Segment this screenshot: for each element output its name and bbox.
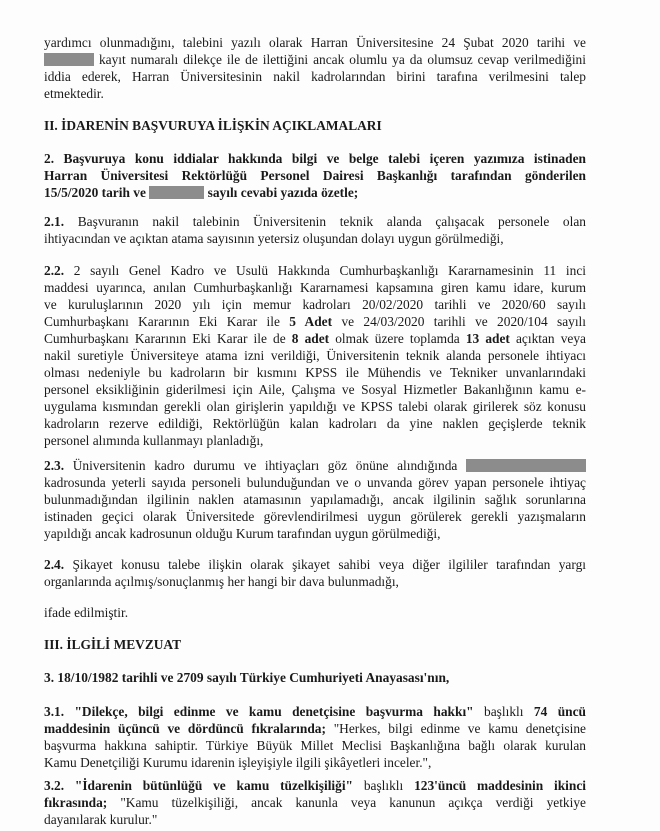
p31-line-1 [44, 703, 586, 720]
p22-line-4 [44, 313, 586, 330]
p23-line-2: kadrosunda yeterli sayıda personeli bulunduğundan ve o unvanda görev yapan personele ihtiyaç [44, 475, 586, 490]
p22-line-10: kadroların rezerve edildiği, Rektörlüğün kalan kadroları da yine naklen geçişlerde teknik [44, 416, 586, 431]
p23-line-5: yapıldığı ancak kadrosunun olduğu Kurum tarafından uygun görülmediği, [44, 526, 441, 541]
paragraph-2 [44, 150, 586, 201]
p22-l4-a: Cumhurbaşkanı Kararının Eki Karar ile [44, 314, 280, 329]
p22-line-1-text: 2 sayılı Genel Kadro ve Usulü Hakkında Cumhurbaşkanlığı Kararnamesinin 11 inci [73, 263, 586, 278]
p24-line-2: organlarında açılmış/sonuçlanmış her hangi bir dava bulunmadığı, [44, 574, 399, 589]
p22-line-6: nakil suretiyle Üniversiteye atama izni verildiği, Üniversitenin teknik alanda personele ihtiyacı [44, 348, 586, 363]
p22-line-9: uygulama kısmından gerekli olan girişlerin yapıldığı ve KPSS talebi olarak girilerek söz konusu [44, 399, 586, 414]
p23-line-4: istinaden geçici olarak Üniversitede görevlendirilmesi uygun görülerek gerekli yazışmaların [44, 509, 586, 524]
p2-date-text: 15/5/2020 tarih ve [44, 185, 146, 200]
p24-line-1-text: Şikayet konusu talebe ilişkin olarak şikayet sahibi veya diğer ilgililer tarafından yargı [72, 557, 586, 572]
p23-line-3: bulunmadığından ilgilinin naklen atamasının yapılamadığı, ancak ilgilinin sağlık sorunlarına [44, 492, 586, 507]
p23-line-1 [44, 457, 586, 474]
section-2-heading: II. İDARENİN BAŞVURUYA İLİŞKİN AÇIKLAMALARI [44, 118, 382, 133]
p22-l4-c: ve 24/03/2020 tarihli ve 2020/104 sayılı [341, 314, 586, 329]
paragraph-3-1 [44, 703, 586, 771]
p21-line-1 [44, 213, 586, 230]
p22-line-8: personel eksikliğinin giderilmesi için Aile, Çalışma ve Sosyal Hizmetler Bakanlığının kamu e- [44, 382, 586, 397]
p31-line-4: Kamu Denetçiliği Kurumu idarenin işleyişiyle ilgili şikâyetleri inceler.", [44, 755, 432, 770]
intro-line-3: iddia ederek, Harran Üniversitesinin nakil kadrolarından birini tarafına verilmesini talep [44, 69, 586, 84]
redaction-box [44, 53, 94, 66]
p22-l5-bold-2: 13 adet [465, 331, 510, 346]
p23-line-1-text: Üniversitenin kadro durumu ve ihtiyaçları göz önüne alındığında [72, 458, 458, 473]
intro-line-1: yardımcı olunmadığını, talebini yazılı olarak Harran Üniversitesine 24 Şubat 2020 tarihi ve [44, 35, 586, 50]
p22-line-1 [44, 262, 586, 279]
redaction-box [149, 186, 204, 199]
p22-line-11: personel alımında kullanmayı planladığı, [44, 433, 264, 448]
p24-number: 2.4. [44, 557, 65, 572]
p31-l2-text: "Herkes, bilgi edinme ve kamu denetçisine [333, 721, 586, 736]
paragraph-3: 3. 18/10/1982 tarihli ve 2709 sayılı Türkiye Cumhuriyeti Anayasası'nın, [44, 670, 450, 685]
redaction-box [466, 459, 586, 472]
p32-l2-text: "Kamu tüzelkişiliği, ancak kanunla veya kanunun açıkça verdiği yetkiye [120, 795, 586, 810]
p24-line-1 [44, 556, 586, 573]
p22-number: 2.2. [44, 263, 65, 278]
p31-l1-mid: başlıklı [484, 704, 524, 719]
paragraph-2-4 [44, 556, 586, 590]
p21-line-1-text: Başvuranın nakil talebinin Üniversitenin teknik alanda çalışacak personele olan [77, 214, 586, 229]
p21-line-2: ihtiyacından ve açıktan atama sayısının yetersiz oluşundan dolayı uygun görülmediği, [44, 231, 504, 246]
paragraph-2-3 [44, 457, 586, 542]
paragraph-2-2 [44, 262, 586, 449]
p31-line-2 [44, 720, 586, 737]
p31-line-3: başvurma hakkına sahiptir. Türkiye Büyük Millet Meclisi Başkanlığına bağlı olarak kurulan [44, 738, 586, 753]
section-3-heading: III. İLGİLİ MEVZUAT [44, 637, 182, 652]
p32-l1-mid: başlıklı [363, 778, 404, 793]
p32-line-3: dayanılarak kurulur." [44, 812, 158, 827]
p31-l1-article: 74 üncü [533, 704, 586, 719]
p32-l2-bold: fıkrasında; [44, 795, 108, 810]
intro-line-2 [44, 51, 586, 68]
p22-l5-c: olmak üzere toplamda [335, 331, 460, 346]
p22-l5-bold-1: 8 adet [291, 331, 330, 346]
p2-line-3 [44, 184, 586, 201]
p2-line-3-tail: sayılı cevabi yazıda özetle; [207, 185, 359, 200]
p22-line-3: ve kuruluşlarının 2020 yılı için memur kadroları 20/02/2020 tarihli ve 2020/60 sayılı [44, 297, 586, 312]
p2-line-2: Harran Üniversitesi Rektörlüğü Personel Dairesi Başkanlığı tarafından gönderilen [44, 168, 586, 183]
p23-number: 2.3. [44, 458, 65, 473]
intro-line-4: etmektedir. [44, 86, 104, 101]
intro-line-2-text: kayıt numaralı dilekçe ile de ilettiğini ancak olumlu ya da olumsuz cevap verilmediğini [98, 52, 586, 67]
p32-line-1 [44, 777, 586, 794]
section-2-closing: ifade edilmiştir. [44, 605, 129, 620]
p21-number: 2.1. [44, 214, 65, 229]
p32-l1-title: 3.2. "İdarenin bütünlüğü ve kamu tüzelkişiliği" [44, 778, 353, 793]
p32-line-2 [44, 794, 586, 811]
p22-line-2: maddesi uyarınca, anılan Cumhurbaşkanlığı Kararnamesi kapsamına giren kamu idare, kurum [44, 280, 586, 295]
p2-line-1: 2. Başvuruya konu iddialar hakkında bilgi ve belge talebi içeren yazımıza istinaden [44, 151, 586, 166]
p22-l4-bold: 5 Adet [289, 314, 333, 329]
p22-l5-a: Cumhurbaşkanı Kararının Eki Karar ile de [44, 331, 286, 346]
paragraph-2-1 [44, 213, 586, 247]
p22-l5-e: açıktan veya [515, 331, 587, 346]
p31-l1-title: 3.1. "Dilekçe, bilgi edinme ve kamu denetçisine başvurma hakkı" [44, 704, 474, 719]
p32-l1-article: 123'üncü maddesinin ikinci [414, 778, 586, 793]
intro-paragraph [44, 34, 586, 102]
paragraph-3-2 [44, 777, 586, 828]
p22-line-5 [44, 330, 586, 347]
p22-line-7: olması nedeniyle bu kadroların bir kısmını KPSS ile Mühendis ve Tekniker unvanlarındaki [44, 365, 586, 380]
p31-l2-bold: maddesinin üçüncü ve dördüncü fıkralarında; [44, 721, 326, 736]
